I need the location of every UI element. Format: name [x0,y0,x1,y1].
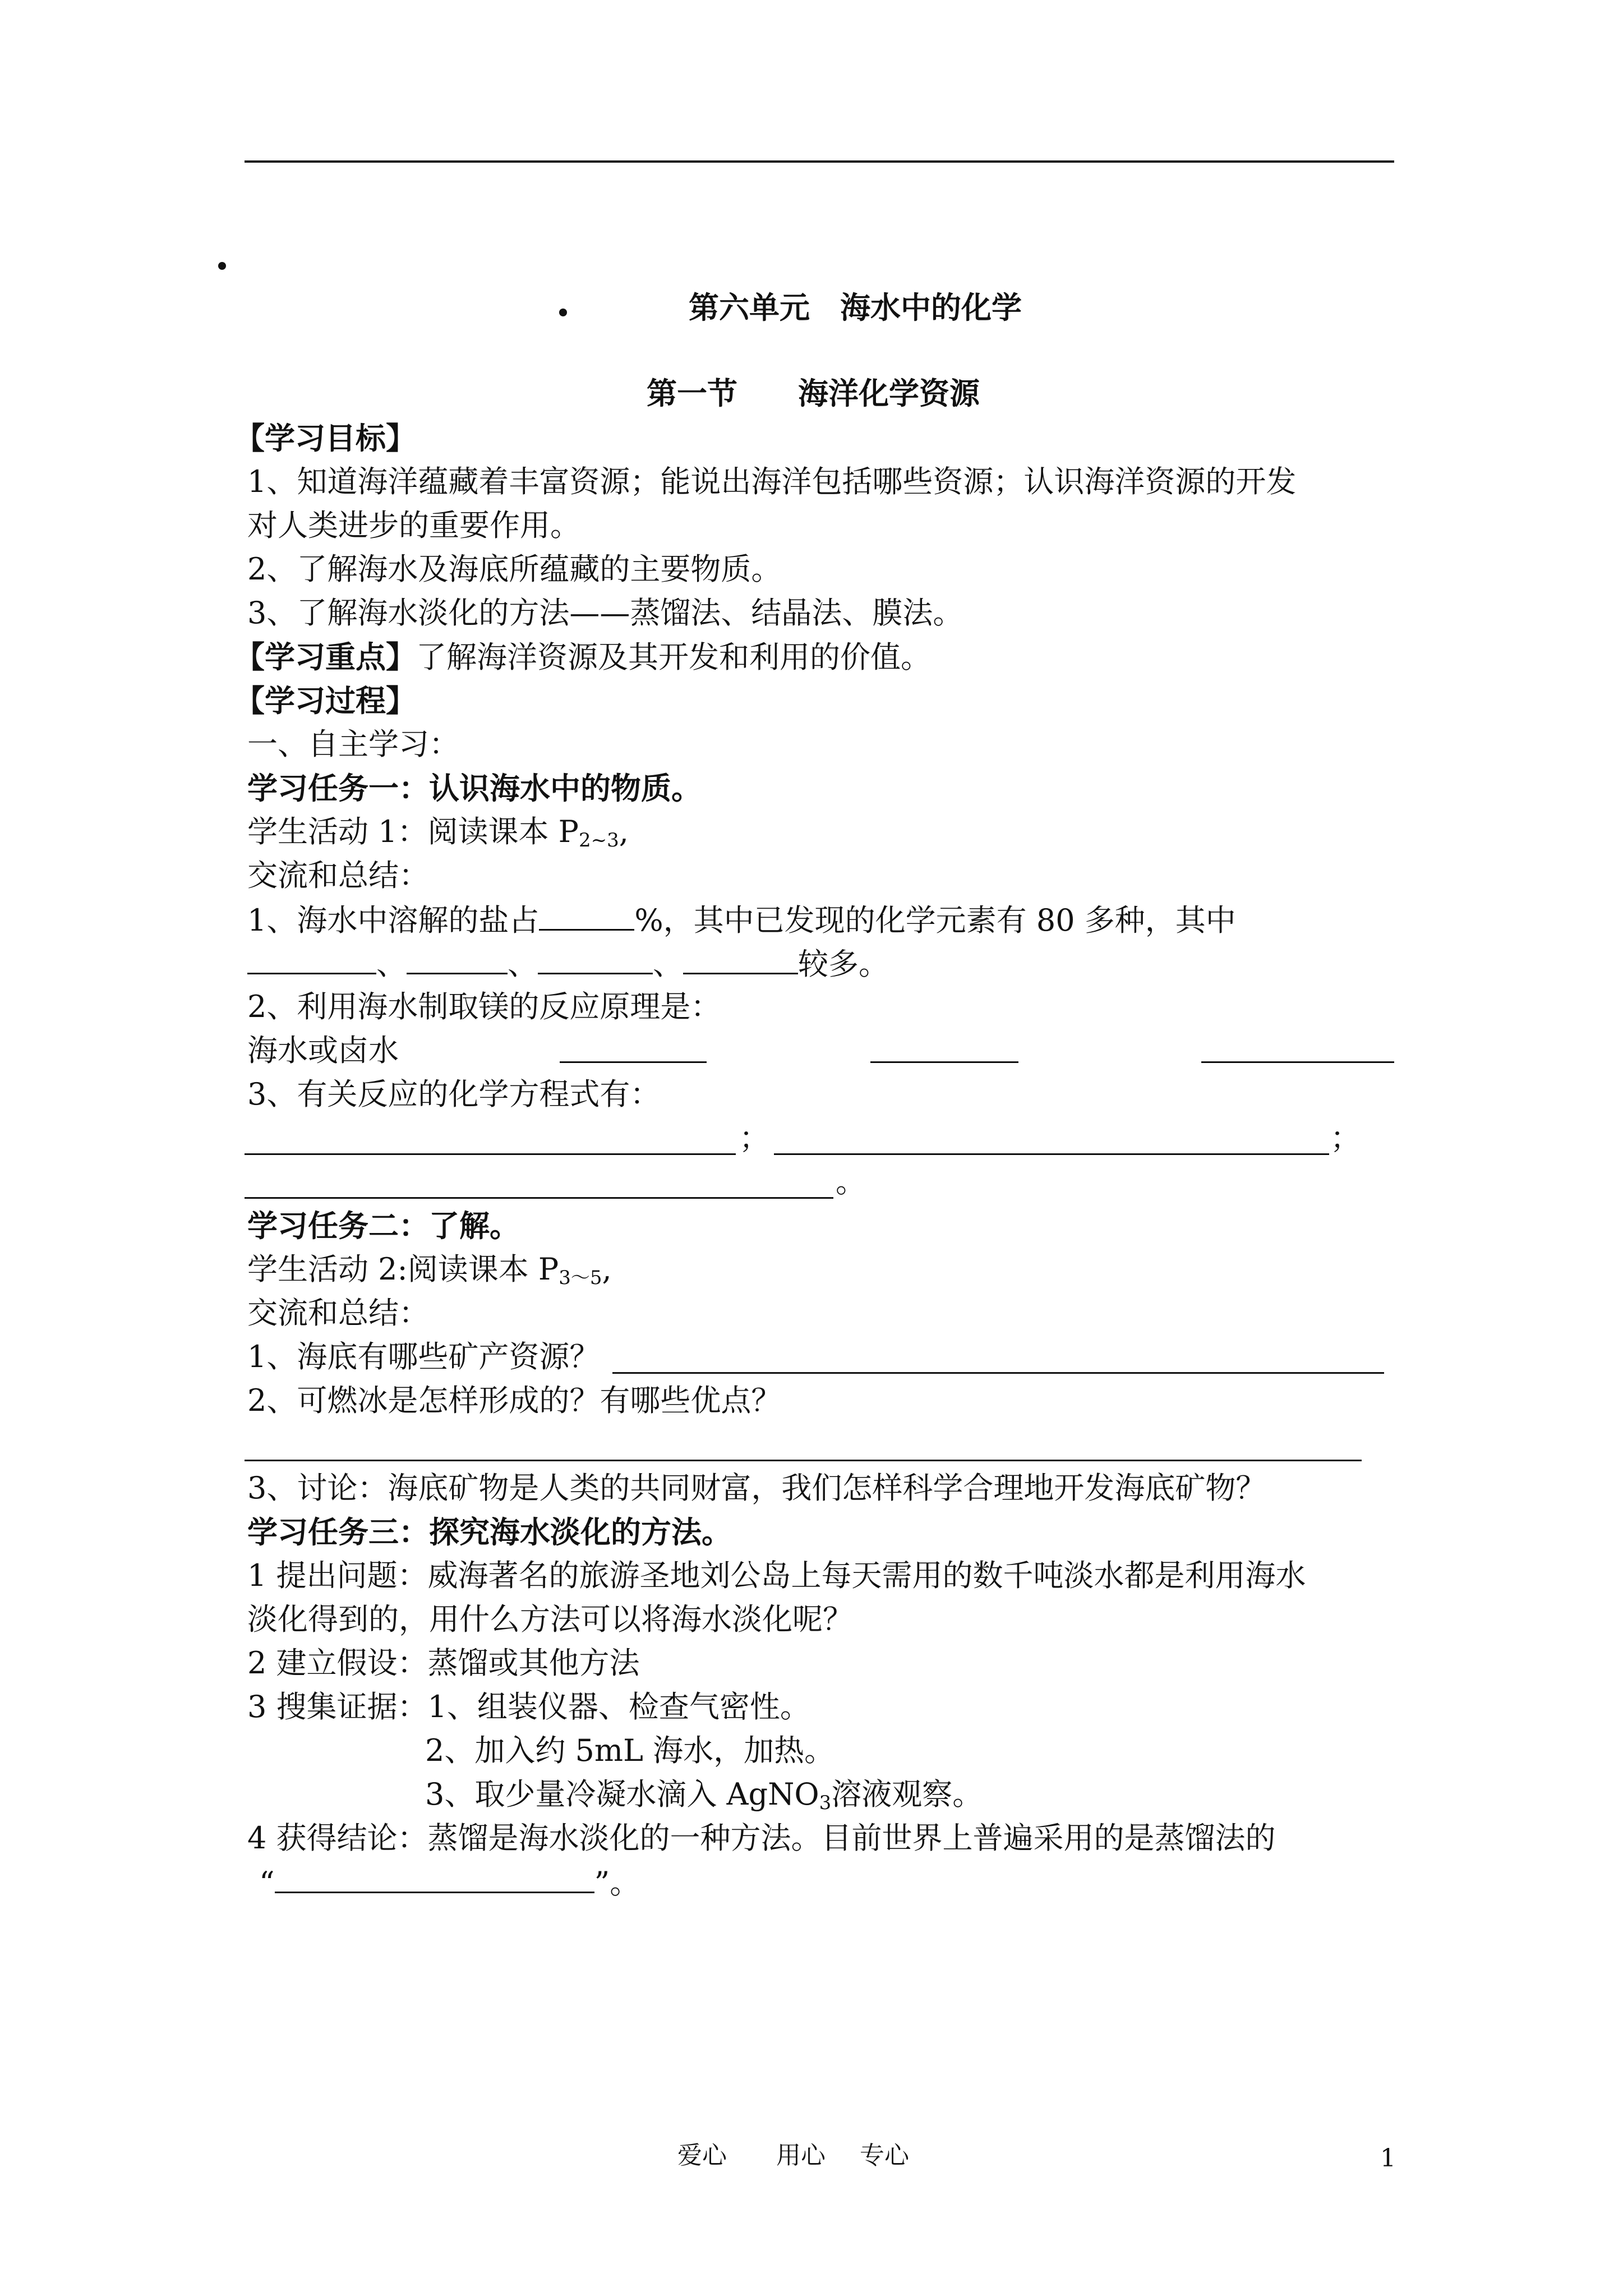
question-1-line-2 [247,945,889,983]
blank-equation-1[interactable] [245,1153,736,1155]
separator: ； [739,1120,769,1156]
question-2: 2、利用海水制取镁的反应原理是： [247,989,721,1024]
step-3-item-2: 2、加入约 5mL 海水，加热。 [425,1733,835,1768]
task-3-heading: 学习任务三：探究海水淡化的方法。 [247,1514,732,1550]
blank-combustible-ice[interactable] [245,1460,1362,1461]
task-2-question-1: 1、海底有哪些矿产资源？ [247,1339,600,1374]
subscript: 3 [819,1792,832,1814]
blank-mineral-resources[interactable] [612,1372,1384,1374]
blank-equation-3[interactable] [245,1197,833,1199]
goal-3: 3、了解海水淡化的方法——蒸馏法、结晶法、膜法。 [247,595,963,631]
blank-reaction-step-3[interactable] [1201,1061,1394,1063]
question-3: 3、有关反应的化学方程式有： [247,1076,661,1112]
question-1-text: 1、海水中溶解的盐占 [247,903,540,938]
separator: 、 [653,946,683,982]
step-3-item-3 [425,1776,983,1813]
footer-motto-3: 专心 [860,2141,909,2170]
step-3-item-3-end: 溶液观察。 [831,1777,983,1812]
step-1-line-1: 1 提出问题：威海著名的旅游圣地刘公岛上每天需用的数千吨淡水都是利用海水 [247,1558,1306,1593]
task-2-question-3: 3、讨论：海底矿物是人类的共同财富，我们怎样科学合理地开发海底矿物？ [247,1470,1266,1506]
footer-motto-2: 用心 [776,2141,826,2170]
step-4: 4 获得结论：蒸馏是海水淡化的一种方法。目前世界上普遍采用的是蒸馏法的 [247,1820,1276,1856]
bullet-dot [218,262,226,270]
task-2-heading: 学习任务二：了解。 [247,1208,520,1244]
footer-motto-1: 爱心 [677,2141,727,2170]
blank-distillation-method[interactable] [275,1864,594,1893]
blank-element-1[interactable] [247,945,376,974]
activity-2 [247,1251,612,1288]
activity-1-text: 学生活动 1：阅读课本 P [247,814,579,849]
blank-element-4[interactable] [683,945,798,974]
step-4-blank-line [259,1864,640,1902]
summary-2: 交流和总结： [247,1295,429,1331]
unit-title: 第六单元 海水中的化学 [689,289,1022,325]
activity-1-pages: 2~3 [579,829,619,852]
summary-1: 交流和总结： [247,858,429,893]
activity-2-pages: 3～5 [559,1267,602,1289]
key-point [234,638,931,676]
step-1-line-2: 淡化得到的，用什么方法可以将海水淡化呢？ [247,1602,853,1637]
activity-2-text: 学生活动 2:阅读课本 P [247,1251,559,1287]
separator: 、 [508,946,538,982]
header-rule [245,160,1394,163]
blank-reaction-step-1[interactable] [560,1061,707,1063]
question-1-line-1 [247,901,1236,939]
goal-2: 2、了解海水及海底所蕴藏的主要物质。 [247,551,782,587]
period: 。 [836,1164,866,1199]
blank-salt-percent[interactable] [539,901,634,931]
self-study-heading: 一、自主学习： [247,726,459,762]
goal-1-line-2: 对人类进步的重要作用。 [247,508,580,543]
question-1-end: 较多。 [798,946,889,982]
activity-1 [247,813,629,850]
activity-2-comma: , [602,1251,612,1287]
open-quote: “ [259,1865,275,1901]
page-number: 1 [1380,2144,1396,2173]
step-3-item-3-text: 3、取少量冷凝水滴入 AgNO [425,1777,819,1812]
step-3: 3 搜集证据：1、组装仪器、检查气密性。 [247,1689,810,1724]
task-1-heading: 学习任务一：认识海水中的物质。 [247,770,702,806]
task-2-question-2: 2、可燃冰是怎样形成的？有哪些优点？ [247,1383,782,1418]
process-heading: 【学习过程】 [234,683,416,719]
blank-element-3[interactable] [538,945,653,974]
question-1-text-2: %，其中已发现的化学元素有 80 多种，其中 [634,903,1236,938]
bullet-dot [559,309,567,316]
separator: 、 [376,946,407,982]
close-quote: ”。 [594,1865,640,1901]
separator: ； [1330,1120,1361,1156]
blank-element-2[interactable] [407,945,508,974]
key-heading: 【学习重点】 [234,639,416,675]
goals-heading: 【学习目标】 [234,420,416,456]
reaction-start: 海水或卤水 [247,1033,399,1068]
goal-1-line-1: 1、知道海洋蕴藏着丰富资源；能说出海洋包括哪些资源；认识海洋资源的开发 [247,464,1297,499]
section-title: 第一节 海洋化学资源 [647,375,980,411]
blank-reaction-step-2[interactable] [870,1061,1018,1063]
step-2: 2 建立假设：蒸馏或其他方法 [247,1645,640,1681]
key-text: 了解海洋资源及其开发和利用的价值。 [416,639,931,675]
activity-1-comma: , [619,814,629,849]
blank-equation-2[interactable] [774,1153,1329,1155]
